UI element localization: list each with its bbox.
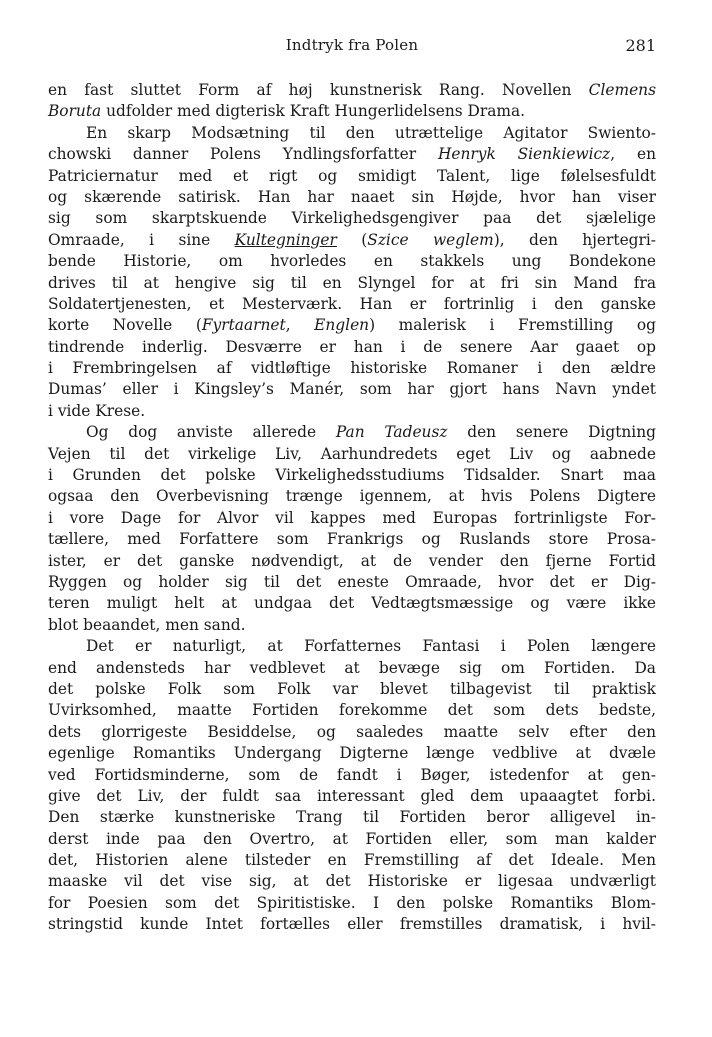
text-line — [48, 123, 656, 144]
text-line — [48, 230, 656, 251]
text-segment: udfolder med digterisk Kraft Hungerlidelsens Drama. — [101, 102, 526, 121]
text-segment: Omraade, i sine — [48, 230, 235, 249]
text-segment: i vide Krese. — [48, 401, 146, 420]
text-line — [48, 401, 656, 422]
text-segment: ( — [336, 230, 368, 249]
italic-title: Boruta — [48, 102, 102, 121]
text-line — [48, 379, 656, 400]
text-segment: og skærende satirisk. Han har naaet sin Højde, hvor han viser — [48, 187, 656, 206]
text-line — [48, 871, 656, 892]
text-segment: En skarp Modsætning til den utrættelige Agitator Swiento- — [86, 123, 656, 142]
text-segment: end andensteds har vedblevet at bevæge sig om Fortiden. Da — [48, 658, 656, 677]
text-segment: Det er naturligt, at Forfatternes Fantasi i Polen længere — [86, 637, 656, 656]
text-line — [48, 636, 656, 657]
text-line — [48, 444, 656, 465]
text-segment: ved Fortidsminderne, som de fandt i Bøger, istedenfor at gen- — [48, 765, 656, 784]
text-line — [48, 465, 656, 486]
text-line — [48, 743, 656, 764]
text-segment: en fast sluttet Form af høj kunstnerisk Rang. Novellen — [48, 81, 589, 99]
text-line — [48, 80, 656, 101]
text-line — [48, 786, 656, 807]
text-segment: stringstid kunde Intet fortælles eller fremstilles dramatisk, i hvil- — [48, 915, 656, 934]
text-segment: teren muligt helt at undgaa det Vedtægtsmæssige og være ikke — [48, 594, 656, 613]
text-line — [48, 679, 656, 700]
text-segment: drives til at hengive sig til en Slyngel for at fri sin Mand fra — [48, 273, 656, 292]
text-line — [48, 422, 656, 443]
text-line — [48, 101, 656, 122]
text-line — [48, 166, 656, 187]
text-segment: give det Liv, der fuldt saa interessant gled dem upaaagtet forbi. — [48, 786, 656, 805]
text-line — [48, 850, 656, 871]
text-segment: for Poesien som det Spiritistiske. I den polske Romantiks Blom- — [48, 893, 656, 912]
italic-title: Fyrtaarnet — [201, 316, 286, 335]
text-line — [48, 337, 656, 358]
text-segment: Soldatertjenesten, et Mesterværk. Han er fortrinlig i den ganske — [48, 294, 656, 313]
text-segment: blot beaandet, men sand. — [48, 615, 246, 634]
text-segment: den senere Digtning — [447, 423, 656, 442]
text-line — [48, 208, 656, 229]
text-line — [48, 893, 656, 914]
text-segment: Den stærke kunstneriske Trang til Fortiden beror alligevel in- — [48, 808, 656, 827]
text-line — [48, 658, 656, 679]
body-text — [48, 80, 656, 936]
text-segment: maaske vil det vise sig, at det Historiske er ligesaa undværligt — [48, 872, 656, 891]
text-line — [48, 615, 656, 636]
text-segment: ogsaa den Overbevisning trænge igennem, at hvis Polens Digtere — [48, 487, 656, 506]
text-segment: sig som skarptskuende Virkelighedsgengiver paa det sjælelige — [48, 209, 656, 228]
text-segment: dets glorrigeste Besiddelse, og saaledes maatte selv efter den — [48, 722, 656, 741]
text-line — [48, 593, 656, 614]
text-segment: ister, er det ganske nødvendigt, at de vender den fjerne Fortid — [48, 551, 656, 570]
text-line — [48, 358, 656, 379]
text-segment: ), den hjertegri- — [493, 230, 657, 249]
italic-title: Pan Tadeusz — [335, 423, 448, 442]
text-line — [48, 315, 656, 336]
text-segment: korte Novelle ( — [48, 316, 202, 335]
text-segment: , — [285, 316, 315, 335]
text-segment: ) malerisk i Fremstilling og — [369, 316, 656, 335]
text-segment: Dumas’ eller i Kingsley’s Manér, som har gjort hans Navn yndet — [48, 380, 656, 399]
text-segment: det, Historien alene tilsteder en Fremstilling af det Ideale. Men — [48, 851, 656, 870]
running-title: Indtryk fra Polen — [285, 36, 419, 54]
page-header — [48, 36, 656, 60]
text-line — [48, 251, 656, 272]
text-line — [48, 187, 656, 208]
text-line — [48, 529, 656, 550]
text-segment: i vore Dage for Alvor vil kappes med Europas fortrinligste For- — [48, 508, 656, 527]
text-segment: tællere, med Forfattere som Frankrigs og Ruslands store Prosa- — [48, 530, 656, 549]
italic-title: Clemens — [588, 81, 656, 99]
text-line — [48, 572, 656, 593]
text-line — [48, 722, 656, 743]
text-line — [48, 508, 656, 529]
italic-title: Englen — [314, 316, 370, 335]
text-line — [48, 829, 656, 850]
italic-title: Henryk Sienkiewicz — [437, 145, 611, 164]
text-line — [48, 807, 656, 828]
italic-title: Szice weglem — [367, 230, 494, 249]
text-segment: det polske Folk som Folk var blevet tilbagevist til praktisk — [48, 679, 656, 698]
text-line — [48, 914, 656, 935]
text-segment: Vejen til det virkelige Liv, Aarhundredets eget Liv og aabnede — [48, 444, 656, 463]
text-segment: i Frembringelsen af vidtløftige historiske Romaner i den ældre — [48, 359, 656, 378]
text-segment: bende Historie, om hvorledes en stakkels ung Bondekone — [48, 252, 656, 271]
text-segment: Ryggen og holder sig til det eneste Omraade, hvor det er Dig- — [48, 572, 656, 591]
text-segment: derst inde paa den Overtro, at Fortiden eller, som man kalder — [48, 829, 656, 848]
text-segment: Patriciernatur med et rigt og smidigt Talent, lige følelsesfuldt — [48, 166, 656, 185]
text-line — [48, 700, 656, 721]
text-segment: tindrende inderlig. Desværre er han i de senere Aar gaaet op — [48, 337, 656, 356]
text-segment: i Grunden det polske Virkelighedsstudiums Tidsalder. Snart maa — [48, 466, 656, 485]
text-line — [48, 273, 656, 294]
text-line — [48, 144, 656, 165]
text-line — [48, 294, 656, 315]
text-segment: chowski danner Polens Yndlingsforfatter — [48, 145, 438, 164]
page-number: 281 — [625, 36, 656, 55]
text-segment: Og dog anviste allerede — [86, 423, 336, 442]
text-segment: Uvirksomhed, maatte Fortiden forekomme det som dets bedste, — [48, 701, 656, 720]
text-segment: egenlige Romantiks Undergang Digterne længe vedblive at dvæle — [48, 744, 656, 763]
text-line — [48, 486, 656, 507]
text-segment: , en — [610, 145, 656, 164]
text-line — [48, 551, 656, 572]
italic-title: Kultegninger — [234, 230, 337, 249]
text-line — [48, 765, 656, 786]
